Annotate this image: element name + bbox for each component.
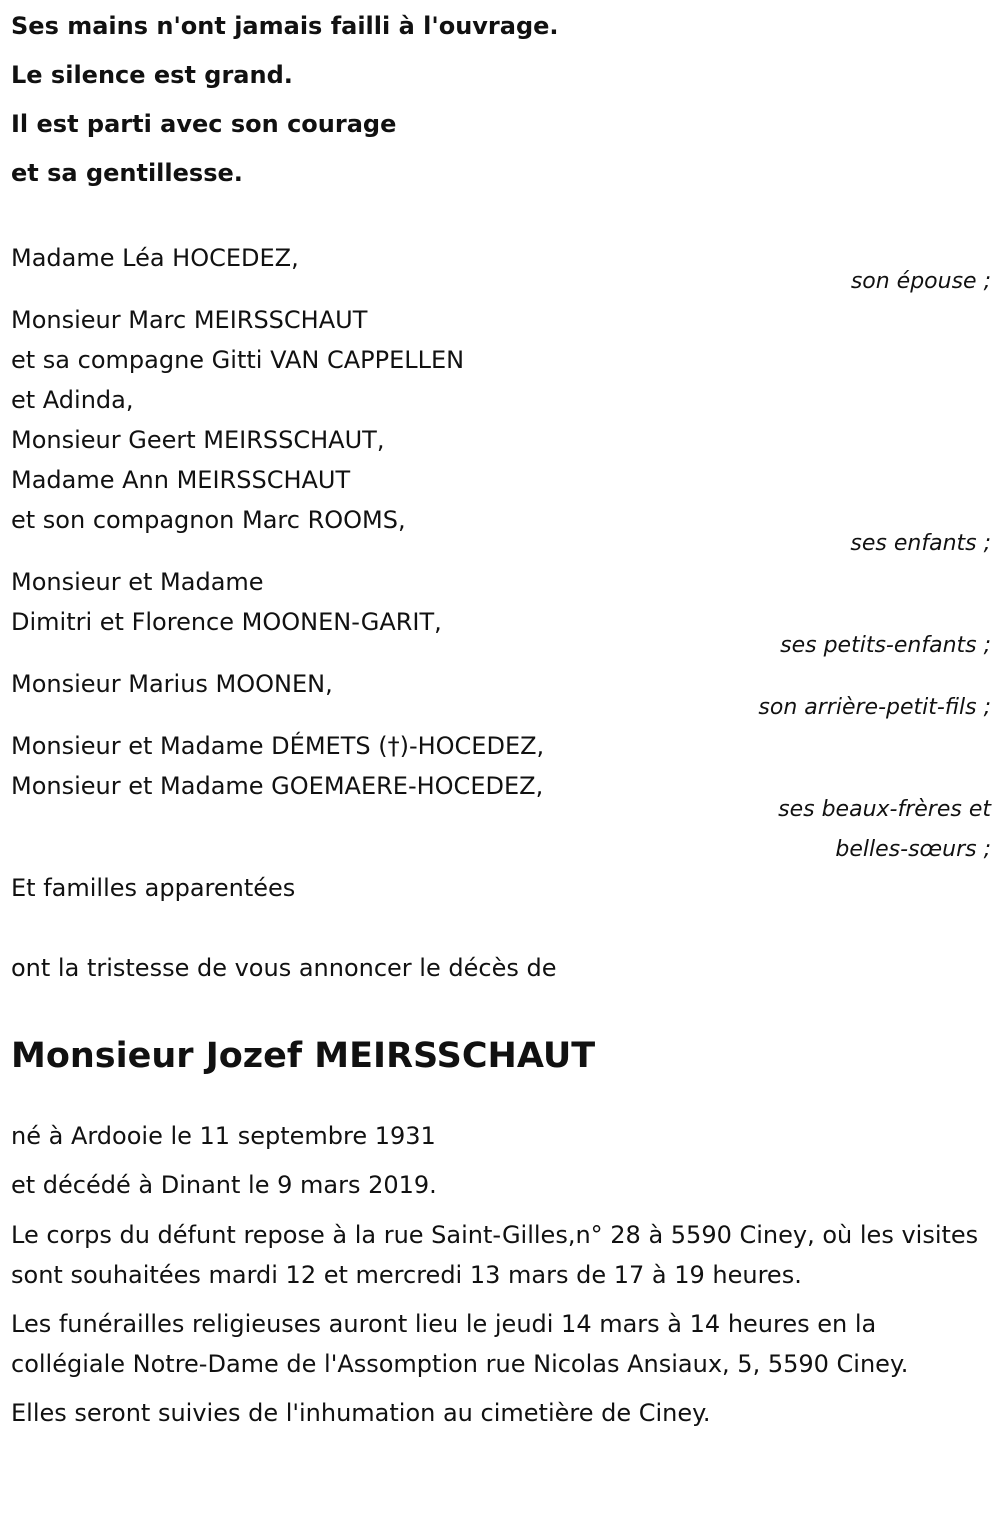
birth-line: né à Ardooie le 11 septembre 1931 — [11, 1122, 436, 1150]
announcement-text: ont la tristesse de vous annoncer le décès de — [11, 954, 557, 982]
poem-line: Il est parti avec son courage — [11, 110, 397, 138]
relation-label: ses beaux-frères et belles-sœurs ; — [778, 797, 991, 862]
family-children — [11, 300, 991, 564]
poem-line: Le silence est grand. — [11, 61, 293, 89]
family-member: Madame Ann MEIRSSCHAUT — [11, 466, 351, 494]
family-member: Monsieur Marc MEIRSSCHAUT — [11, 306, 368, 334]
death-line: et décédé à Dinant le 9 mars 2019. — [11, 1171, 437, 1199]
family-member: et sa compagne Gitti VAN CAPPELLEN — [11, 346, 465, 374]
family-member: et Adinda, — [11, 386, 134, 414]
family-in-laws — [11, 726, 991, 870]
relation-label: ses enfants ; — [850, 531, 991, 556]
family-member: Monsieur et Madame DÉMETS (†)-HOCEDEZ, — [11, 732, 545, 760]
related-families: Et familles apparentées — [11, 874, 296, 902]
relation-label: ses petits-enfants ; — [780, 633, 991, 658]
poem — [11, 2, 991, 198]
poem-line: Ses mains n'ont jamais failli à l'ouvrage. — [11, 12, 559, 40]
relation-label: son arrière-petit-fils ; — [758, 695, 991, 720]
obituary-page — [11, 0, 991, 1433]
family-spouse — [11, 238, 991, 302]
family-grandchildren — [11, 562, 991, 666]
family-member: et son compagnon Marc ROOMS, — [11, 506, 406, 534]
visits-paragraph: Le corps du défunt repose à la rue Saint-Gilles,n° 28 à 5590 Ciney, où les visites sont souhaitées mardi 12 et mercredi 13 mars de 17 à 19 heures. — [11, 1221, 979, 1289]
burial-paragraph: Elles seront suivies de l'inhumation au cimetière de Ciney. — [11, 1399, 711, 1427]
family-member: Monsieur et Madame — [11, 568, 264, 596]
family-great-grandchild — [11, 664, 991, 728]
family-member: Monsieur Marius MOONEN, — [11, 670, 333, 698]
poem-line: et sa gentillesse. — [11, 159, 243, 187]
family-member: Monsieur et Madame GOEMAERE-HOCEDEZ, — [11, 772, 544, 800]
funeral-paragraph: Les funérailles religieuses auront lieu le jeudi 14 mars à 14 heures en la collégiale Notre-Dame de l'Assomption rue Nicolas Ansiaux, 5, 5590 Ciney. — [11, 1310, 909, 1378]
family-member: Monsieur Geert MEIRSSCHAUT, — [11, 426, 385, 454]
deceased-name: Monsieur Jozef MEIRSSCHAUT — [11, 1036, 596, 1076]
family-member: Madame Léa HOCEDEZ, — [11, 244, 299, 272]
family-member: Dimitri et Florence MOONEN-GARIT, — [11, 608, 442, 636]
relation-label: son épouse ; — [850, 269, 991, 294]
